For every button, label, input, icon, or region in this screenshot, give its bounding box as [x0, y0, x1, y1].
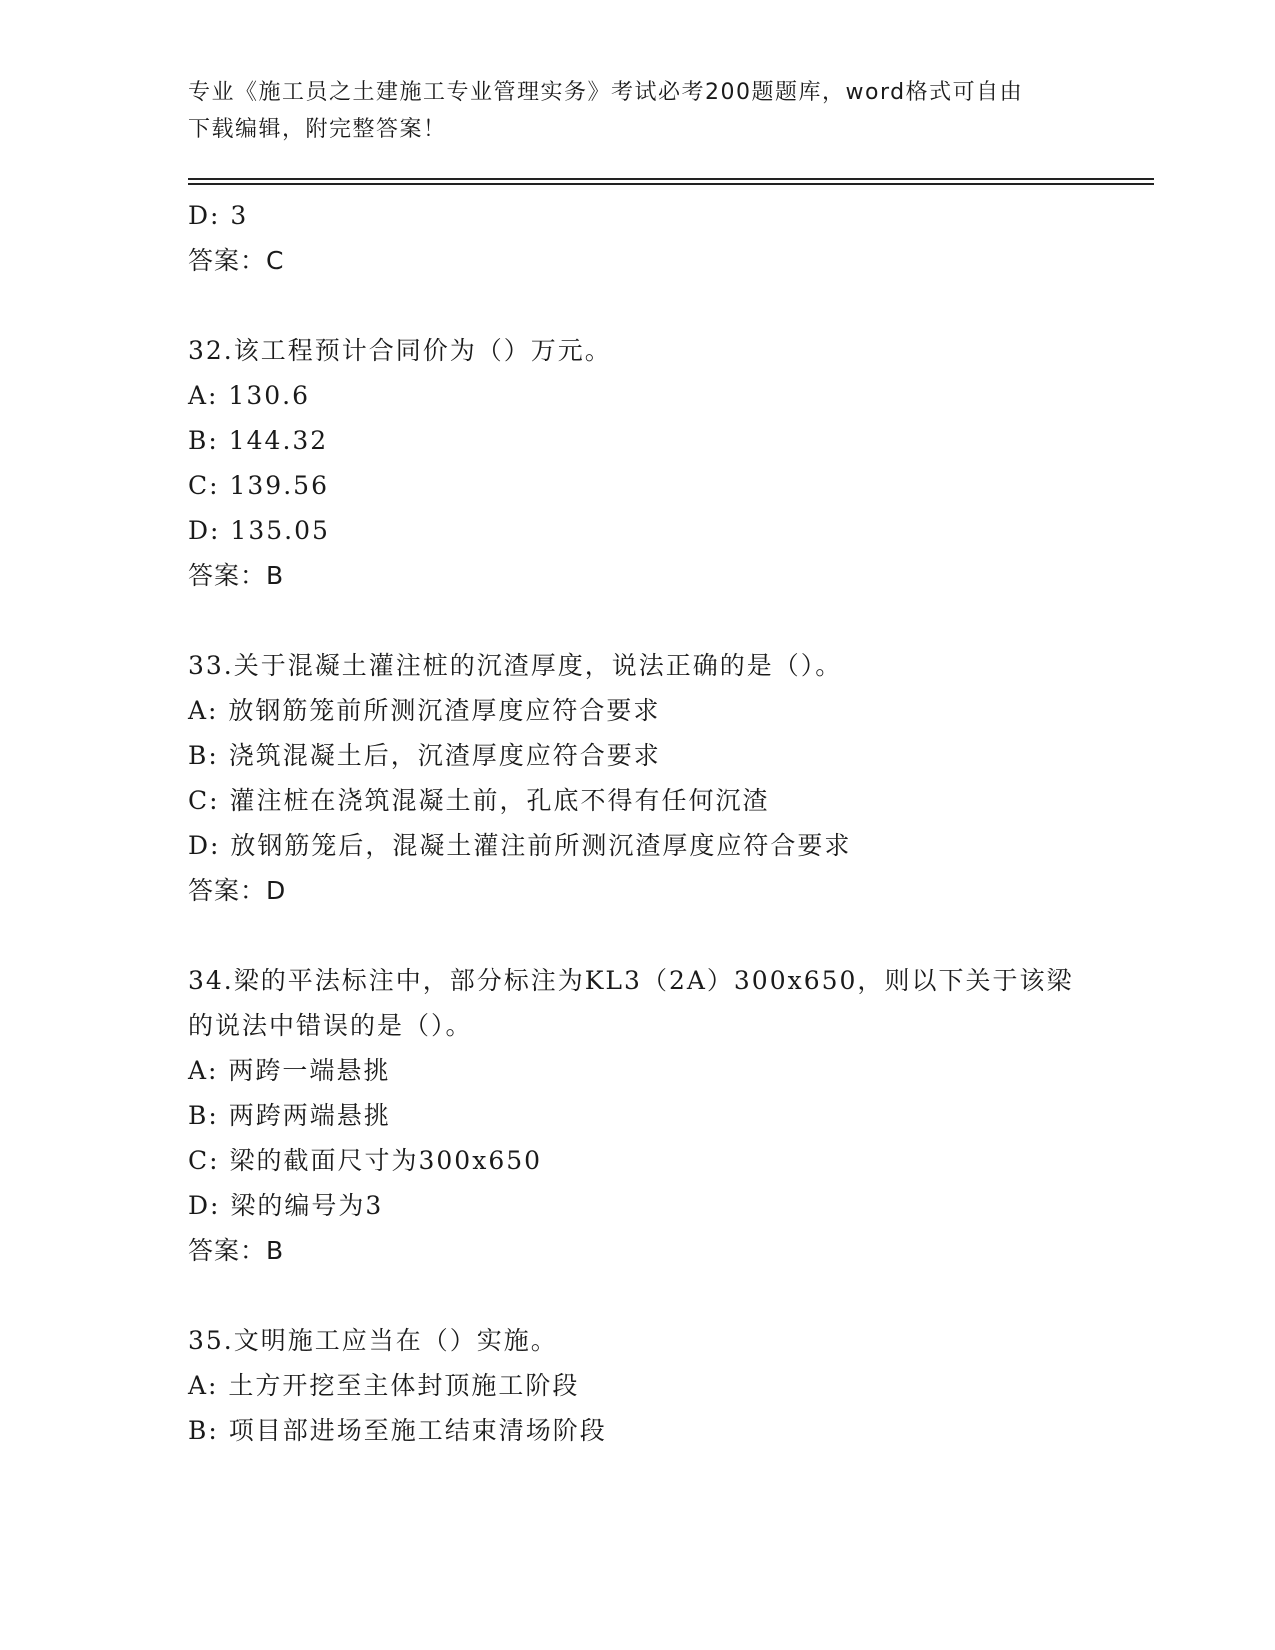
question-34-text-line-2: 的说法中错误的是（）。 [188, 1011, 473, 1040]
spacer [188, 913, 1138, 958]
question-33-option-d: D: 放钢筋笼后，混凝土灌注前所测沉渣厚度应符合要求 [188, 831, 852, 860]
question-33-option-b: B: 浇筑混凝土后，沉渣厚度应符合要求 [188, 741, 661, 770]
question-33-answer: 答案：D [188, 876, 287, 905]
question-34-option-c: C: 梁的截面尺寸为300x650 [188, 1146, 543, 1175]
question-35-text: 35.文明施工应当在（）实施。 [188, 1326, 558, 1355]
question-32-option-d: D: 135.05 [188, 516, 330, 545]
question-33 [188, 643, 1138, 913]
spacer [188, 283, 1138, 328]
question-35 [188, 1318, 1138, 1453]
question-33-option-a: A: 放钢筋笼前所测沉渣厚度应符合要求 [188, 696, 661, 725]
question-32-option-c: C: 139.56 [188, 471, 329, 500]
question-35-option-a: A: 土方开挖至主体封顶施工阶段 [188, 1371, 580, 1400]
question-32-option-a: A: 130.6 [188, 381, 310, 410]
question-list [188, 193, 1138, 1453]
prev-answer: 答案：C [188, 246, 285, 275]
header-line-1: 专业《施工员之土建施工专业管理实务》考试必考200题题库，word格式可自由 [188, 80, 1024, 105]
question-33-text: 33.关于混凝土灌注桩的沉渣厚度，说法正确的是（）。 [188, 651, 843, 680]
question-35-option-b: B: 项目部进场至施工结束清场阶段 [188, 1416, 607, 1445]
question-32-answer: 答案：B [188, 561, 285, 590]
question-32-text: 32.该工程预计合同价为（）万元。 [188, 336, 612, 365]
header-line-2: 下载编辑，附完整答案！ [188, 117, 447, 142]
prev-option-d: D: 3 [188, 201, 249, 230]
question-32-option-b: B: 144.32 [188, 426, 329, 455]
question-34-answer: 答案：B [188, 1236, 285, 1265]
question-34-option-b: B: 两跨两端悬挑 [188, 1101, 391, 1130]
spacer [188, 1273, 1138, 1318]
question-34-text-line-1: 34.梁的平法标注中，部分标注为KL3（2A）300x650，则以下关于该梁 [188, 966, 1074, 995]
question-32 [188, 328, 1138, 598]
question-34 [188, 958, 1138, 1273]
question-33-option-c: C: 灌注桩在浇筑混凝土前，孔底不得有任何沉渣 [188, 786, 770, 815]
header-divider-top [188, 178, 1154, 180]
question-34-option-d: D: 梁的编号为3 [188, 1191, 384, 1220]
document-header [188, 74, 1088, 148]
question-34-option-a: A: 两跨一端悬挑 [188, 1056, 391, 1085]
header-divider-bottom [188, 183, 1154, 185]
spacer [188, 598, 1138, 643]
